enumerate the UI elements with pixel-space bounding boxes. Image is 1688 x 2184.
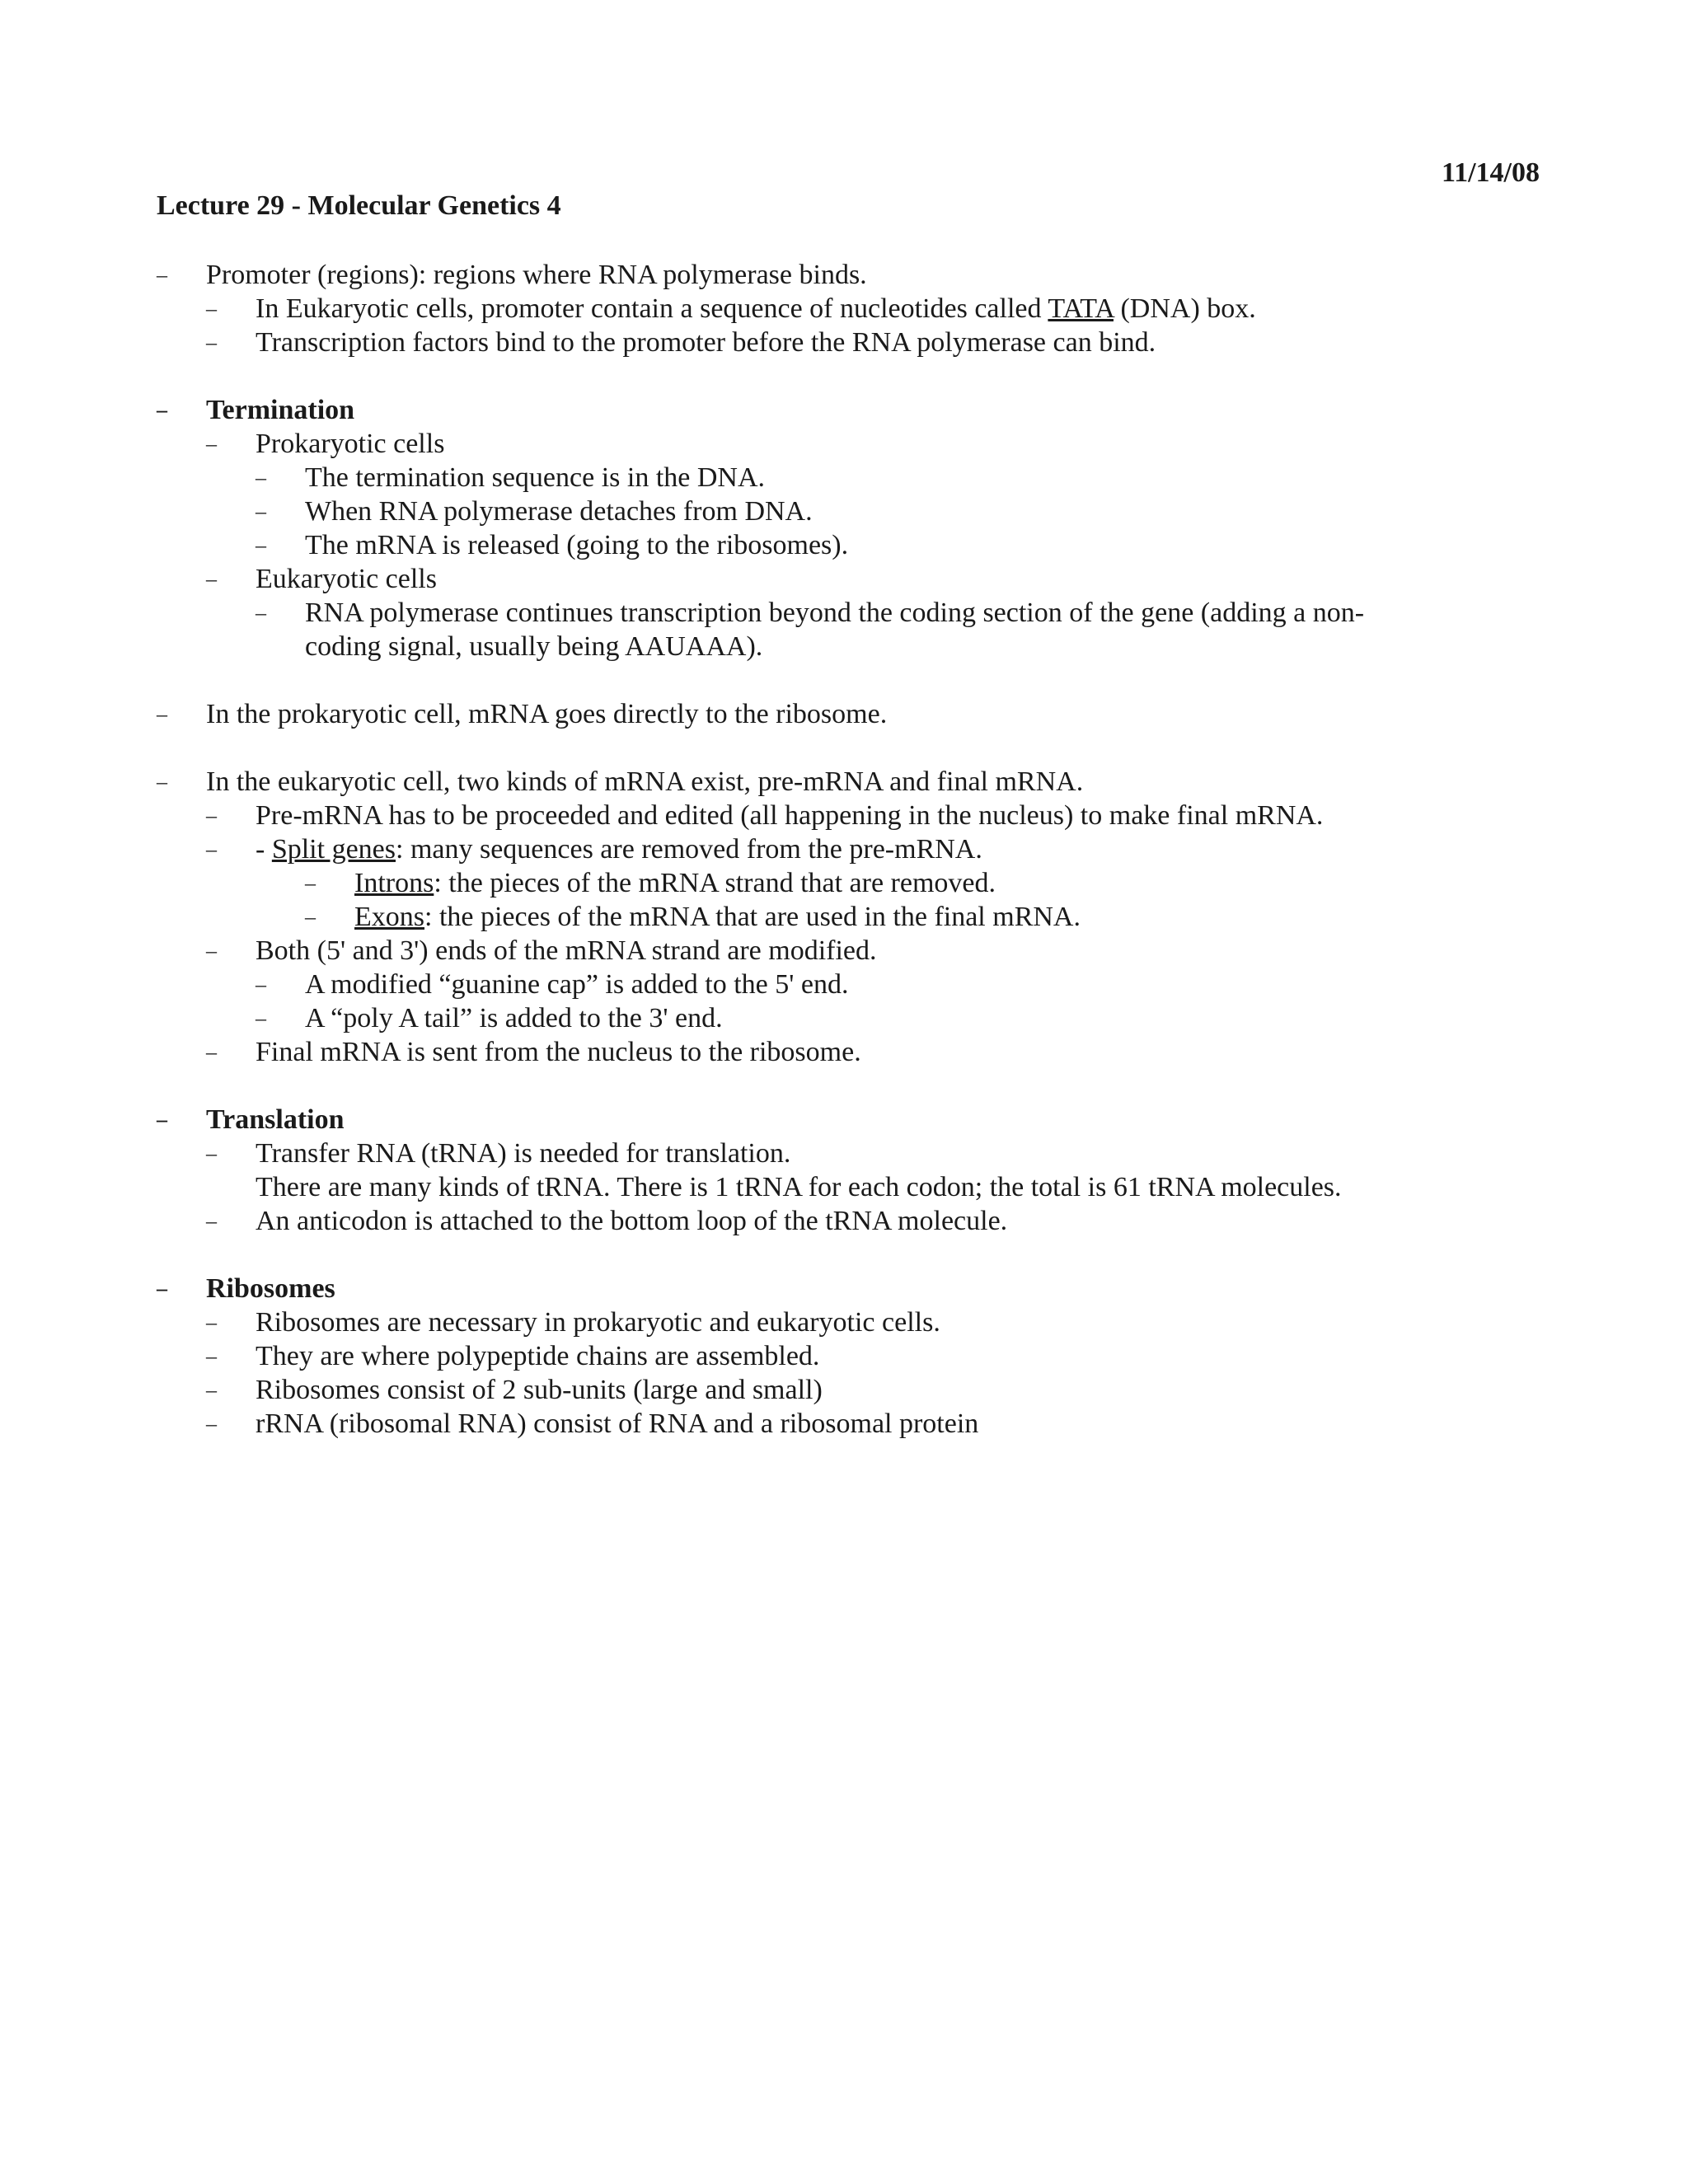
list-item	[157, 1339, 1541, 1373]
item-text: Prokaryotic cells	[256, 429, 445, 459]
item-text: Transcription factors bind to the promoter before the RNA polymerase can bind.	[256, 327, 1156, 358]
item-text: In the eukaryotic cell, two kinds of mRNA exist, pre-mRNA and final mRNA.	[206, 766, 1084, 797]
bullet-dash: –	[157, 263, 167, 287]
section-ribosomes	[157, 1272, 1541, 1441]
bullet-dash: –	[206, 939, 217, 963]
item-text: rRNA (ribosomal RNA) consist of RNA and a ribosomal protein	[256, 1408, 979, 1439]
list-item	[157, 292, 1541, 326]
list-item	[157, 258, 1541, 292]
list-item	[157, 427, 1541, 461]
lecture-title: Lecture 29 - Molecular Genetics 4	[157, 190, 561, 221]
heading-text: Ribosomes	[206, 1273, 335, 1304]
item-text: Final mRNA is sent from the nucleus to the ribosome.	[256, 1037, 861, 1067]
item-text: coding signal, usually being AAUAAA).	[305, 631, 763, 662]
item-text: : many sequences are removed from the pre-mRNA.	[396, 834, 982, 865]
list-item	[157, 1001, 1541, 1035]
underlined-term: TATA	[1048, 293, 1114, 324]
bullet-dash: –	[256, 466, 266, 490]
bullet-dash: –	[157, 702, 167, 726]
section-prokaryotic-cell	[157, 697, 1541, 731]
bullet-dash: –	[206, 1141, 217, 1165]
item-text: Eukaryotic cells	[256, 564, 437, 594]
item-text: : the pieces of the mRNA that are used in the final mRNA.	[424, 902, 1081, 932]
lecture-notes	[157, 258, 1541, 1474]
underlined-term: Introns	[354, 868, 434, 898]
bullet-dash: –	[157, 1108, 167, 1132]
bullet-dash: –	[256, 533, 266, 557]
bullet-dash: –	[157, 398, 167, 422]
item-text: Transfer RNA (tRNA) is needed for translation.	[256, 1138, 791, 1169]
bullet-dash: –	[206, 1209, 217, 1233]
list-item	[157, 1137, 1541, 1170]
list-item	[157, 1407, 1541, 1441]
list-item	[157, 596, 1541, 630]
bullet-dash: –	[206, 1040, 217, 1064]
section-termination	[157, 393, 1541, 663]
bullet-dash: –	[256, 601, 266, 625]
item-text: -	[256, 834, 272, 865]
list-item	[157, 968, 1541, 1001]
list-item-continuation	[157, 1170, 1541, 1204]
bullet-dash: –	[256, 972, 266, 996]
item-text: The termination sequence is in the DNA.	[305, 462, 766, 493]
list-item	[157, 1204, 1541, 1238]
list-item	[157, 832, 1541, 866]
bullet-dash: –	[206, 567, 217, 591]
item-text: Ribosomes are necessary in prokaryotic and eukaryotic cells.	[256, 1307, 940, 1338]
list-item	[157, 326, 1541, 359]
list-item	[157, 799, 1541, 832]
underlined-term: Split genes	[271, 834, 396, 865]
item-text: There are many kinds of tRNA. There is 1 tRNA for each codon; the total is 61 tRNA molecules.	[256, 1172, 1342, 1202]
section-eukaryotic-cell	[157, 765, 1541, 1069]
item-text: A “poly A tail” is added to the 3' end.	[305, 1003, 723, 1033]
list-item	[157, 528, 1541, 562]
heading-text: Termination	[206, 395, 355, 425]
item-text: RNA polymerase continues transcription beyond the coding section of the gene (adding a non-	[305, 598, 1365, 628]
item-text: The mRNA is released (going to the ribosomes).	[305, 530, 849, 560]
bullet-dash: –	[206, 1378, 217, 1402]
item-text: In Eukaryotic cells, promoter contain a sequence of nucleotides called	[256, 293, 1048, 324]
section-heading	[157, 1272, 1541, 1305]
item-text: Ribosomes consist of 2 sub-units (large and small)	[256, 1375, 823, 1405]
list-item	[157, 1373, 1541, 1407]
list-item	[157, 1035, 1541, 1069]
item-text: They are where polypeptide chains are assembled.	[256, 1341, 820, 1371]
bullet-dash: –	[206, 804, 217, 827]
bullet-dash: –	[157, 1277, 167, 1301]
list-item	[157, 461, 1541, 494]
list-item	[157, 765, 1541, 799]
bullet-dash: –	[206, 432, 217, 456]
bullet-dash: –	[206, 1310, 217, 1334]
list-item	[157, 900, 1541, 934]
lecture-date: 11/14/08	[1441, 157, 1540, 188]
list-item	[157, 866, 1541, 900]
bullet-dash: –	[305, 905, 316, 929]
item-text: A modified “guanine cap” is added to the 5' end.	[305, 969, 849, 1000]
bullet-dash: –	[157, 770, 167, 794]
section-heading	[157, 393, 1541, 427]
bullet-dash: –	[206, 297, 217, 321]
list-item	[157, 494, 1541, 528]
underlined-term: Exons	[354, 902, 424, 932]
heading-text: Translation	[206, 1104, 345, 1135]
item-text: In the prokaryotic cell, mRNA goes directly to the ribosome.	[206, 699, 888, 729]
list-item	[157, 697, 1541, 731]
bullet-dash: –	[206, 837, 217, 861]
bullet-dash: –	[305, 871, 316, 895]
item-text: (DNA) box.	[1113, 293, 1256, 324]
section-translation	[157, 1103, 1541, 1238]
bullet-dash: –	[206, 1344, 217, 1368]
bullet-dash: –	[256, 499, 266, 523]
list-item	[157, 562, 1541, 596]
bullet-dash: –	[206, 330, 217, 354]
item-text: Pre-mRNA has to be proceeded and edited (all happening in the nucleus) to make final mRNA.	[256, 800, 1324, 831]
item-text: An anticodon is attached to the bottom loop of the tRNA molecule.	[256, 1206, 1008, 1236]
list-item	[157, 1305, 1541, 1339]
section-heading	[157, 1103, 1541, 1137]
bullet-dash: –	[256, 1006, 266, 1030]
bullet-dash: –	[206, 1412, 217, 1436]
item-text: Both (5' and 3') ends of the mRNA strand are modified.	[256, 935, 877, 966]
list-item	[157, 934, 1541, 968]
item-text: When RNA polymerase detaches from DNA.	[305, 496, 813, 527]
item-text: Promoter (regions): regions where RNA polymerase binds.	[206, 260, 867, 290]
section-promoter	[157, 258, 1541, 359]
list-item-continuation	[157, 630, 1541, 663]
item-text: : the pieces of the mRNA strand that are removed.	[434, 868, 996, 898]
